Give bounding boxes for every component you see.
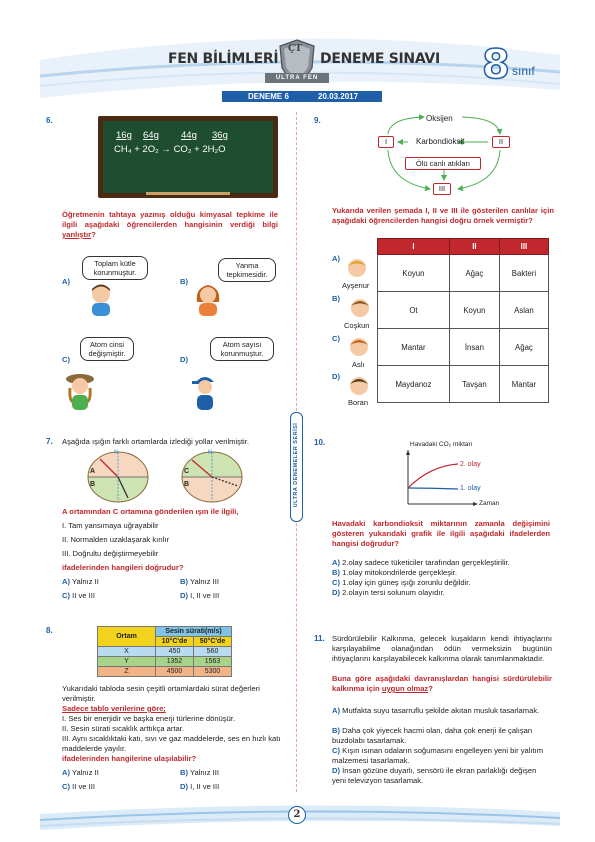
header-title-right: DENEME SINAVI [320, 51, 440, 67]
q8-intro: Yukarıdaki tabloda sesin çeşitli ortamlardaki sürat değerleri verilmiştir. [62, 684, 260, 703]
student-avatar-icon [347, 335, 371, 359]
table-row: Z 4500 5300 [98, 667, 232, 677]
student-avatar-icon [348, 296, 372, 320]
board-mass-1: 16g [116, 130, 132, 141]
q7-option-a[interactable]: A) Yalnız II [62, 577, 99, 586]
q7-option-d[interactable]: D) I, II ve III [180, 591, 220, 600]
q11-option-d[interactable]: D) İnsan gözüne duyarlı, sensörü ile ekran parlaklığı değişen yeni televizyon tasarlamak. [332, 766, 537, 785]
logo-band: ULTRA FEN [265, 73, 329, 83]
q11-intro: Sürdürülebilir Kalkınma, gelecek kuşakların kendi ihtiyaçlarını karşılayabilme olanağından ödün vermeksizin bugünün ihtiyaçlarını karşılayabilecek kalkınma olarak tanımlanmaktadır. [332, 634, 552, 663]
cycle-box-ii: II [492, 136, 510, 148]
q9-number: 9. [314, 116, 321, 125]
table-header-ortam: Ortam [98, 627, 156, 647]
q6-option-c-letter[interactable]: C) [62, 355, 71, 364]
side-label: ULTRA DENEMELER SERİSİ [293, 422, 299, 508]
student-name-c: Aslı [352, 360, 365, 369]
q8-ask: ifadelerinden hangilerine ulaşılabilir? [62, 754, 197, 763]
student-avatar-icon [347, 374, 371, 398]
student-girl-icon [193, 282, 223, 316]
graph-olay2: 2. olay [460, 461, 481, 468]
table-row: Maydanoz Tavşan Mantar [378, 366, 549, 403]
q8-option-c[interactable]: C) II ve III [62, 782, 95, 791]
q7-item-1: I. Tam yansımaya uğrayabilir [62, 521, 159, 530]
light-refraction-figure [80, 450, 260, 504]
cycle-dead: Ölü canlı atıkları [405, 157, 481, 170]
table-row: Ot Koyun Aslan [378, 292, 549, 329]
col-header-i: I [378, 239, 450, 255]
q9-option-b-letter[interactable]: B) [332, 294, 341, 303]
student-name-a: Ayşenur [342, 281, 370, 290]
q9-question: Yukarıda verilen şemada I, II ve III ile gösterilen canlılar için aşağıdaki öğrencilerden hangisi doğru örnek vermiştir? [332, 206, 554, 225]
table-row: Y 1352 1563 [98, 657, 232, 667]
board-mass-3: 44g [181, 130, 197, 141]
graph-olay1: 1. olay [460, 485, 481, 492]
q11-option-b[interactable]: B) Daha çok yiyecek hacmi olan, daha çok enerji ile çalışan buzdolabı tasarlamak. [332, 726, 533, 745]
logo-letters: ÇT [288, 44, 302, 54]
fig-label-b1: B [90, 481, 96, 488]
student-name-d: Boran [348, 398, 369, 407]
q11-question: Buna göre aşağıdaki davranışlardan hangisi sürdürülebilir kalkınma için uygun olmaz? [332, 674, 552, 693]
table-row: Koyun Ağaç Bakteri [378, 255, 549, 292]
q8-option-d[interactable]: D) I, II ve III [180, 782, 220, 791]
q7-option-c[interactable]: C) II ve III [62, 591, 95, 600]
date-label: 20.03.2017 [318, 92, 359, 101]
cycle-co2: Karbondioksit [416, 137, 465, 146]
q10-option-c[interactable]: C) 1.olay için güneş ışığı zorunlu değildir. [332, 578, 471, 587]
col-header-iii: III [499, 239, 548, 255]
graph-xlabel: Zaman [479, 500, 500, 507]
q6-option-b-letter[interactable]: B) [180, 277, 189, 286]
table-sub-50: 50°C'de [194, 637, 232, 647]
fig-label-b2: B [184, 481, 190, 488]
student-avatar-icon [345, 256, 369, 280]
q11-option-a[interactable]: A) Mutfakta suyu tasarruflu şekilde akıtan musluk tasarlamak. [332, 706, 540, 715]
q8-subtitle: Sadece tablo verilerine göre; [62, 704, 166, 713]
fig-label-n1: N [114, 450, 119, 456]
table-row: Mantar İnsan Ağaç [378, 329, 549, 366]
fig-label-c: C [184, 468, 190, 475]
q8-item-2: II. Sesin sürati sıcaklık arttıkça artar. [62, 724, 184, 733]
q8-item-1: I. Ses bir enerjidir ve başka enerji türlerine dönüşür. [62, 714, 236, 723]
fig-label-a: A [90, 468, 96, 475]
q8-number: 8. [46, 626, 53, 635]
q7-intro: Aşağıda ışığın farklı ortamlarda izlediği yollar verilmiştir. [62, 437, 249, 446]
q6-bubble-c: Atom cinsi değişmiştir. [80, 337, 134, 361]
q6-option-d-letter[interactable]: D) [180, 355, 189, 364]
board-mass-2: 64g [143, 130, 159, 141]
sound-speed-table [97, 626, 232, 677]
q9-option-a-letter[interactable]: A) [332, 254, 341, 263]
q10-option-d[interactable]: D) 2.olayın tersi solunum olayıdır. [332, 588, 445, 597]
q6-question: Öğretmenin tahtaya yazmış olduğu kimyasal tepkime ile ilgili aşağıdaki öğrencilerden hangisinin verdiği bilgi yanlıştır? [62, 210, 278, 239]
header-title-left: FEN BİLİMLERİ [168, 51, 279, 67]
q7-number: 7. [46, 437, 53, 446]
q8-item-3: III. Aynı sıcaklıktaki katı, sıvı ve gaz maddelerde, ses en hızlı katı maddelerde yayılır. [62, 734, 281, 753]
q6-bubble-d: Atom sayısı korunmuştur. [210, 337, 274, 361]
table-header-speed: Sesin sürati(m/s) [156, 627, 232, 637]
table-sub-10: 10°C'de [156, 637, 194, 647]
fig-label-n2: N [208, 450, 213, 456]
q7-item-2: II. Normalden uzaklaşarak kırılır [62, 535, 170, 544]
q8-option-b[interactable]: B) Yalnız III [180, 768, 219, 777]
q7-question: A ortamından C ortamına gönderilen ışın ile ilgili, [62, 507, 239, 516]
cycle-box-i: I [378, 136, 394, 148]
q11-option-c[interactable]: C) Kışın ısınan odaların soğumasını engelleyen yeni bir yalıtım malzemesi tasarlamak. [332, 746, 544, 765]
q11-number: 11. [314, 634, 325, 643]
chalkboard [98, 116, 278, 198]
deneme-label: DENEME 6 [248, 92, 289, 101]
q9-answer-table [377, 238, 549, 403]
board-mass-4: 36g [212, 130, 228, 141]
student-boy-icon [86, 282, 116, 316]
q7-ask: ifadelerinden hangileri doğrudur? [62, 563, 184, 572]
q6-option-a-letter[interactable]: A) [62, 277, 71, 286]
q10-option-a[interactable]: A) 2.olay sadece tüketiciler tarafından gerçekleştirilir. [332, 558, 510, 567]
board-equation: CH₄ + 2O₂ → CO₂ + 2H₂O [114, 144, 226, 155]
q7-option-b[interactable]: B) Yalnız III [180, 577, 219, 586]
cycle-box-iii: III [433, 183, 451, 195]
q10-question: Havadaki karbondioksit miktarının zamanla değişimini gösteren yukarıdaki grafik ile ilgili aşağıdaki ifadelerden hangisi doğrudur? [332, 519, 550, 548]
page-number: 2 [288, 806, 306, 824]
q8-option-a[interactable]: A) Yalnız II [62, 768, 99, 777]
q6-bubble-a: Toplam kütle korunmuştur. [82, 256, 148, 280]
q10-number: 10. [314, 438, 326, 447]
q6-number: 6. [46, 116, 53, 125]
q6-bubble-b: Yanma tepkimesidir. [218, 258, 276, 282]
cycle-oxygen: Oksijen [426, 114, 453, 123]
q9-option-c-letter[interactable]: C) [332, 334, 341, 343]
student-name-b: Coşkun [344, 321, 370, 330]
grade-number: 8 [482, 42, 510, 88]
col-header-ii: II [449, 239, 499, 255]
q10-option-b[interactable]: B) 1.olay mitokondrilerde gerçekleşir. [332, 568, 457, 577]
student-girl-hat-icon [64, 370, 96, 410]
table-row: X 450 560 [98, 647, 232, 657]
student-boy-cap-icon [190, 370, 220, 410]
q9-option-d-letter[interactable]: D) [332, 372, 341, 381]
graph-ylabel: Havadaki CO₂ miktarı [410, 441, 473, 448]
q7-item-3: III. Doğrultu değiştirmeyebilir [62, 549, 159, 558]
grade-word: sınıf [512, 64, 535, 78]
